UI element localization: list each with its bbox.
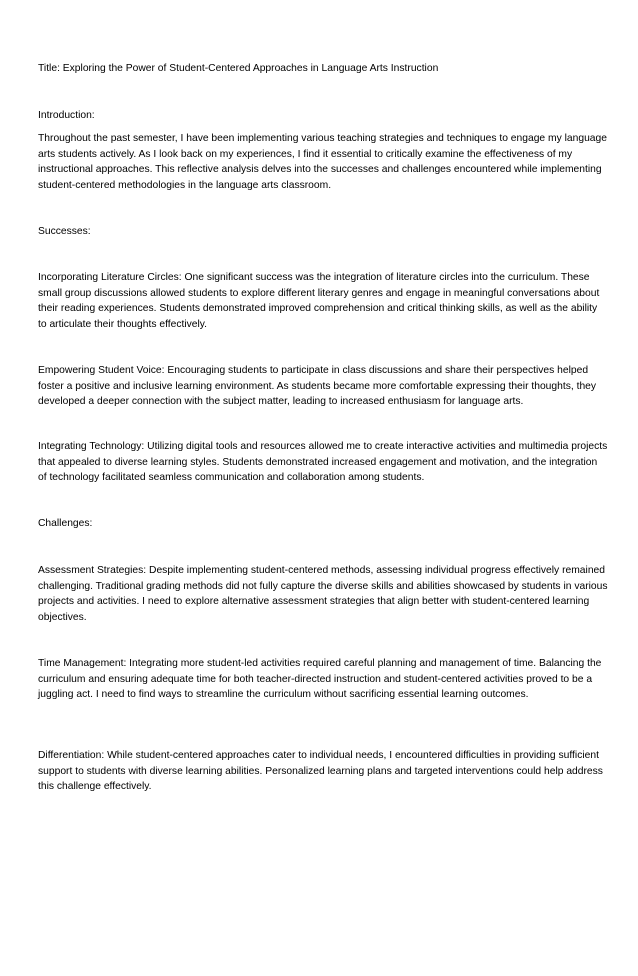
challenge-time-management: Time Management: Integrating more student-led activities required careful planning and management of time. Balancing the curriculum and ensuring adequate time for both teacher-directed instruction and student-centered activities proved to be a juggling act. I need to find ways to streamline the curriculum without sacrificing essential learning outcomes.	[38, 658, 602, 700]
introduction-paragraph: Throughout the past semester, I have been implementing various teaching strategies and techniques to engage my language arts students actively. As I look back on my experiences, I find it essential to critically examine the effectiveness of my instructional approaches. This reflective analysis delves into the successes and challenges encountered while implementing student-centered methodologies in the language arts classroom.	[38, 133, 607, 191]
challenge-differentiation: Differentiation: While student-centered approaches cater to individual needs, I encountered difficulties in providing sufficient support to students with diverse learning abilities. Personalized learning plans and targeted interventions could help address this challenge effectively.	[38, 750, 603, 792]
success-technology: Integrating Technology: Utilizing digital tools and resources allowed me to create interactive activities and multimedia projects that appealed to diverse learning styles. Students demonstrated increased engagement and motivation, and the integration of technology facilitated seamless communication and collaboration among students.	[38, 441, 608, 483]
success-literature-circles: Incorporating Literature Circles: One significant success was the integration of literature circles into the curriculum. These small group discussions allowed students to explore different literary genres and engage in meaningful conversations about their reading experiences. Students demonstrated improved comprehension and critical thinking skills, as well as the ability to articulate their thoughts effectively.	[38, 272, 600, 330]
challenge-assessment: Assessment Strategies: Despite implementing student-centered methods, assessing individual progress effectively remained challenging. Traditional grading methods did not fully capture the diverse skills and abilities showcased by students in various projects and activities. I need to explore alternative assessment strategies that align better with student-centered learning objectives.	[38, 565, 608, 623]
document-title: Title: Exploring the Power of Student-Centered Approaches in Language Arts Instruction	[38, 63, 439, 74]
challenges-heading: Challenges:	[38, 518, 93, 529]
success-student-voice: Empowering Student Voice: Encouraging students to participate in class discussions and share their perspectives helped foster a positive and inclusive learning environment. As students became more comfortable expressing their thoughts, they developed a deeper connection with the subject matter, leading to increased enthusiasm for language arts.	[38, 365, 597, 407]
successes-heading: Successes:	[38, 226, 91, 237]
introduction-heading: Introduction:	[38, 110, 95, 121]
